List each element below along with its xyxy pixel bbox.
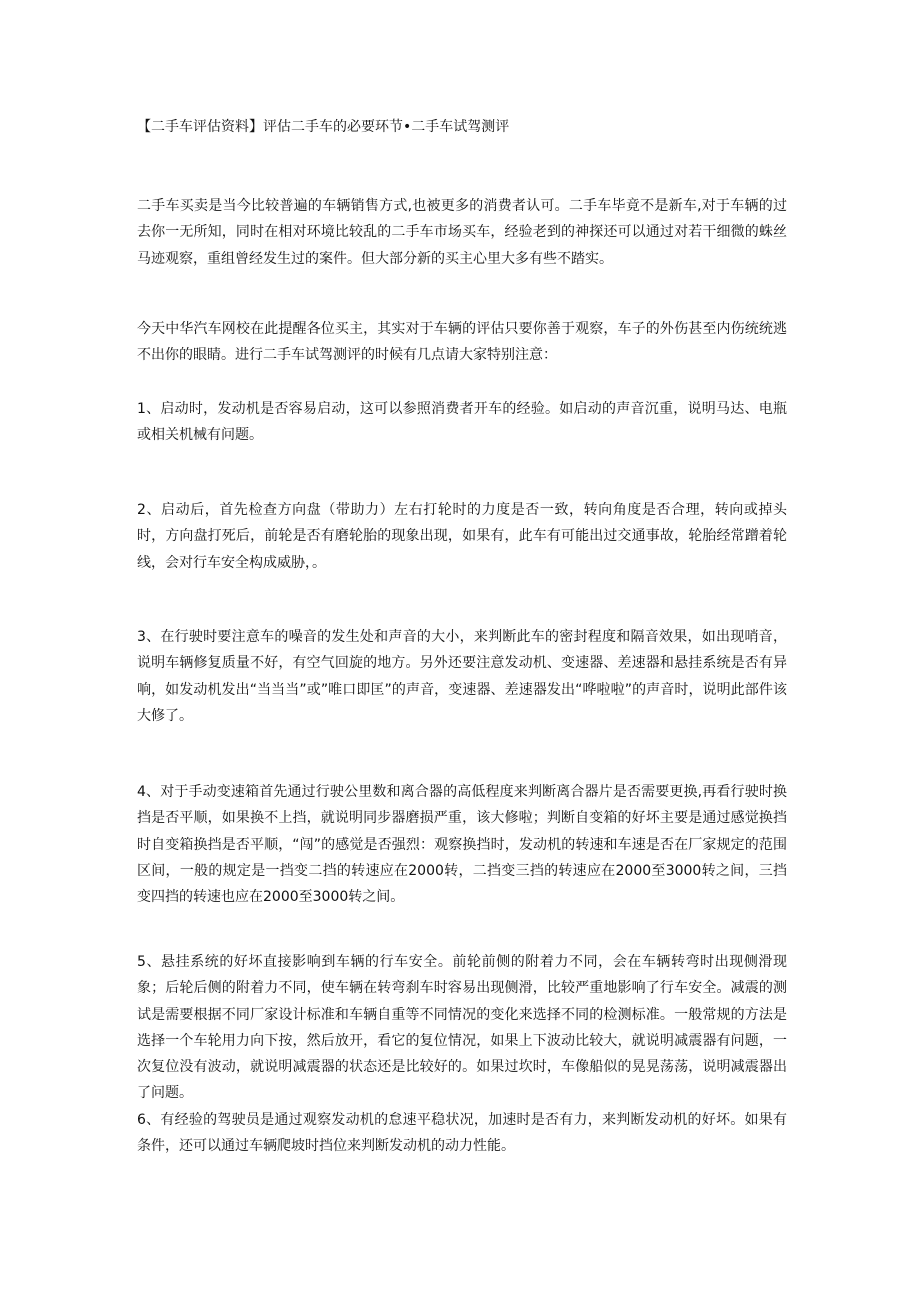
intro-paragraph: 二手车买卖是当今比较普遍的车辆销售方式,也被更多的消费者认可。二手车毕竟不是新车,对于车辆的过去你一无所知，同时在相对环境比较乱的二手车市场买车，经验老到的神探还可以通过对若干细微的蛛丝马迹观察，重组曾经发生过的案件。但大部分新的买主心里大多有些不踏实。 xyxy=(137,198,787,267)
tip-1-paragraph: 1、启动时，发动机是否容易启动，这可以参照消费者开车的经验。如启动的声音沉重，说明马达、电瓶或相关机械有问题。 xyxy=(137,401,787,444)
tip-4-paragraph: 4、对于手动变速箱首先通过行驶公里数和离合器的高低程度来判断离合器片是否需要更换,再看行驶时换挡是否平顺，如果换不上挡，就说明同步器磨损严重，该大修啦；判断自变箱的好坏主要是通过感觉换挡时自变箱换挡是否平顺，“闯”的感觉是否强烈：观察换挡时，发动机的转速和车速是否在厂家规定的范围区间，一般的规定是一挡变二挡的转速应在2000转，二挡变三挡的转速应在2000至3000转之间，三挡变四挡的转速也应在2000至3000转之间。 xyxy=(137,784,787,906)
tip-3-paragraph: 3、在行驶时要注意车的噪音的发生处和声音的大小，来判断此车的密封程度和隔音效果，如出现哨音，说明车辆修复质量不好，有空气回旋的地方。另外还要注意发动机、变速器、差速器和悬挂系统是否有异响，如发动机发出“当当当”或”唯口即匡”的声音，变速器、差速器发出“哗啦啦”的声音时，说明此部件该大修了。 xyxy=(137,629,787,724)
reminder-paragraph: 今天中华汽车网校在此提醒各位买主，其实对于车辆的评估只要你善于观察，车子的外伤甚至内伤统统逃不出你的眼睛。进行二手车试驾测评的时候有几点请大家特别注意： xyxy=(137,321,787,364)
tip-5-6-paragraph: 5、悬挂系统的好坏直接影响到车辆的行车安全。前轮前侧的附着力不同，会在车辆转弯时出现侧滑现象；后轮后侧的附着力不同，使车辆在转弯刹车时容易出现侧滑，比较严重地影响了行车安全。减震的测试是需要根据不同厂家设计标准和车辆自重等不同情况的变化来选择不同的检测标准。一般常规的方法是选择一个车轮用力向下按，然后放开，看它的复位情况，如果上下波动比较大，就说明减震器有问题，一次复位没有波动，就说明减震器的状态还是比较好的。如果过坎时，车像船似的晃晃荡荡，说明减震器出了问题。 6、有经验的驾驶员是通过观察发动机的怠速平稳状况，加速时是否有力，来判断发动机的好坏。如果有条件，还可以通过车辆爬坡时挡位来判断发动机的动力性能。 xyxy=(137,954,787,1155)
document-title: 【二手车评估资料】评估二手车的必要环节•二手车试驾测评 xyxy=(137,119,510,135)
tip-2-paragraph: 2、启动后，首先检查方向盘（带助力）左右打轮时的力度是否一致，转向角度是否合理，转向或掉头时，方向盘打死后，前轮是否有磨轮胎的现象出现，如果有，此车有可能出过交通事故，轮胎经常蹭着轮线，会对行车安全构成威胁，。 xyxy=(137,502,787,571)
